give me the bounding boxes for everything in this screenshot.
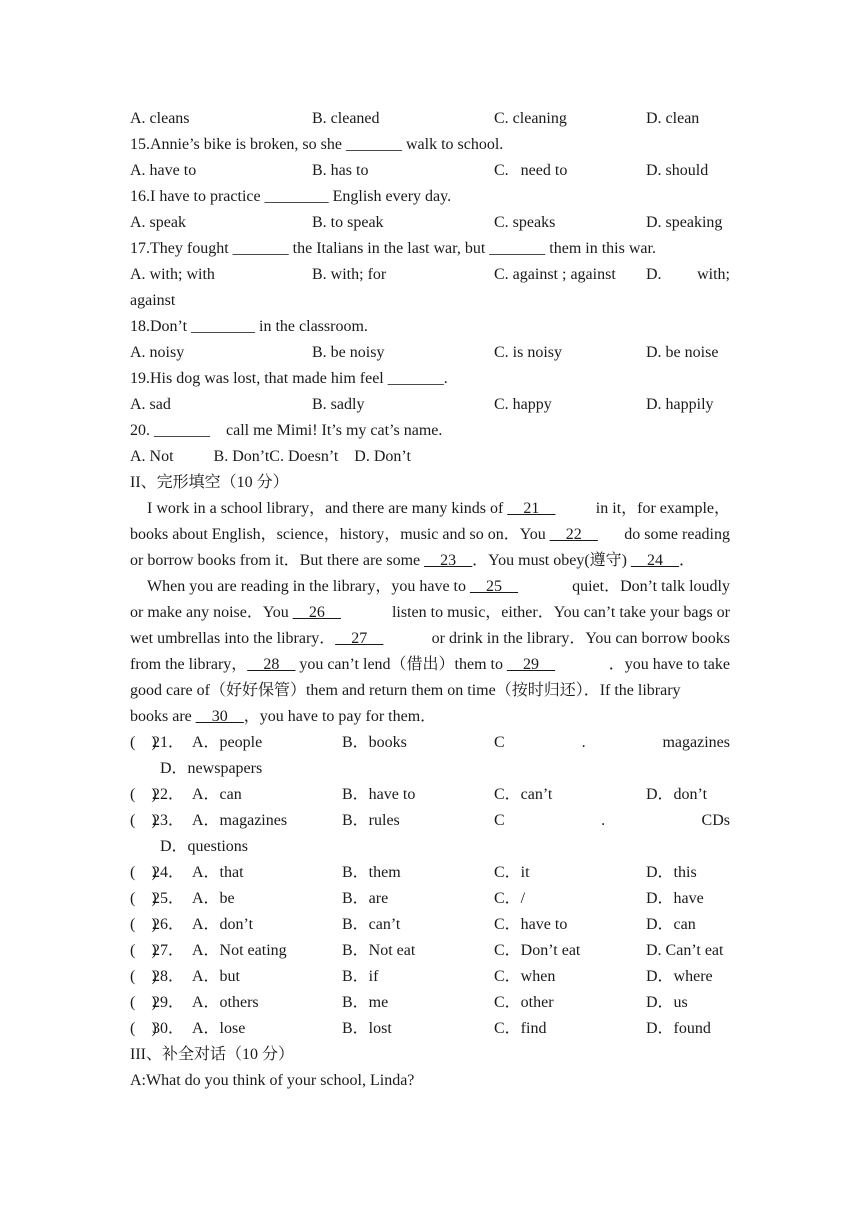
option-b: B．lost [342, 1020, 392, 1037]
option-d: D．don’t [646, 786, 708, 803]
cloze-row-24 [130, 860, 730, 886]
option-d: D．found [646, 1020, 711, 1037]
option-d-wrapped: D．questions [160, 838, 249, 855]
option-d-letter: D. [646, 266, 662, 283]
question-number: 23． [152, 812, 185, 829]
option-b: B. to speak [312, 214, 384, 231]
passage-text: or drink in the library．You can borrow books [431, 630, 730, 647]
passage-line [130, 600, 730, 626]
option-a: A．Not eating [192, 942, 287, 959]
passage-text: you can’t lend（借出）them to [295, 656, 507, 673]
option-d: D. happily [646, 396, 714, 413]
option-c-dot: . [581, 734, 586, 751]
passage-line [130, 574, 730, 600]
passage-text: quiet．Don’t talk loudly [572, 578, 730, 595]
blank-25: __25__ [470, 578, 519, 595]
blank-22: __22__ [549, 526, 598, 543]
cloze-row-23 [130, 808, 730, 834]
passage-line [130, 496, 730, 522]
cloze-row-28 [130, 964, 730, 990]
q16-stem: 16.I have to practice ________ English every day. [130, 188, 452, 205]
option-a: A. noisy [130, 344, 185, 361]
option-b: B. with; for [312, 266, 387, 283]
option-c-text: CDs [701, 812, 730, 829]
option-a: A．magazines [192, 812, 288, 829]
q20-stem: 20. _______ call me Mimi! It’s my cat’s name. [130, 422, 443, 439]
passage-text: ，you have to pay for them． [243, 708, 437, 725]
blank-27: __27__ [335, 630, 384, 647]
option-a: A. sad [130, 396, 171, 413]
option-a: A. cleans [130, 110, 190, 127]
section-2-heading: II、完形填空（10 分） [130, 474, 289, 491]
passage-text: wet umbrellas into the library． [130, 630, 336, 647]
passage-line: good care of（好好保管）them and return them on time（按时归还）．If the library [130, 682, 681, 699]
option-c [494, 730, 730, 756]
option-b: B．Not eat [342, 942, 416, 959]
option-c: C．/ [494, 890, 526, 907]
answer-paren: ( ) [130, 994, 157, 1011]
q20-options: A. Not B. Don’tC. Doesn’t D. Don’t [130, 448, 411, 465]
option-b: B．have to [342, 786, 416, 803]
passage-text: I work in a school library，and there are many kinds of [147, 500, 508, 517]
option-c-dot: . [601, 812, 606, 829]
answer-paren: ( ) [130, 734, 157, 751]
question-number: 25． [152, 890, 185, 907]
q15-options [130, 158, 730, 184]
cloze-row-29 [130, 990, 730, 1016]
question-number: 24． [152, 864, 185, 881]
option-a: A. speak [130, 214, 186, 231]
option-a: A. with; with [130, 266, 215, 283]
option-b: B. be noisy [312, 344, 385, 361]
option-b: B．rules [342, 812, 400, 829]
option-b: B．are [342, 890, 389, 907]
option-d-text: with; [697, 266, 730, 283]
passage-text: books about English，science，history，music and so on．You [130, 526, 550, 543]
option-c: C．Don’t eat [494, 942, 581, 959]
option-d: D．this [646, 864, 697, 881]
option-c: C. happy [494, 396, 552, 413]
option-d: D. clean [646, 110, 700, 127]
option-c-letter: C [494, 734, 505, 751]
option-c: C. against ; against [494, 266, 616, 283]
passage-text: or make any noise．You [130, 604, 293, 621]
answer-paren: ( ) [130, 916, 157, 933]
q18-stem: 18.Don’t ________ in the classroom. [130, 318, 368, 335]
q17-options [130, 262, 730, 288]
option-a: A. have to [130, 162, 197, 179]
option-c-letter: C [494, 812, 505, 829]
option-c: C．find [494, 1020, 547, 1037]
q14-options [130, 106, 730, 132]
option-d: D. should [646, 162, 709, 179]
section-3-heading: III、补全对话（10 分） [130, 1046, 294, 1063]
q17-option-wrap: against [130, 292, 176, 309]
question-number: 21． [152, 734, 185, 751]
option-a: A．others [192, 994, 259, 1011]
option-a: A．but [192, 968, 241, 985]
answer-paren: ( ) [130, 812, 157, 829]
cloze-row-26 [130, 912, 730, 938]
option-a: A．can [192, 786, 242, 803]
answer-paren: ( ) [130, 1020, 157, 1037]
cloze-row-25 [130, 886, 730, 912]
dialogue-line: A:What do you think of your school, Linda? [130, 1072, 415, 1089]
option-c: C．it [494, 864, 530, 881]
option-b: B. sadly [312, 396, 365, 413]
option-a: A．be [192, 890, 235, 907]
q17-stem: 17.They fought _______ the Italians in the last war, but _______ them in this war. [130, 240, 656, 257]
option-b: B．them [342, 864, 401, 881]
passage-line [130, 522, 730, 548]
question-number: 28． [152, 968, 185, 985]
option-c: C．when [494, 968, 556, 985]
option-d: D. be noise [646, 344, 719, 361]
passage-text: in it，for example， [595, 500, 730, 517]
blank-28: __28__ [247, 656, 296, 673]
option-c: C．have to [494, 916, 568, 933]
question-number: 27． [152, 942, 185, 959]
option-d: D．have [646, 890, 704, 907]
cloze-row-30 [130, 1016, 730, 1042]
option-b: B. has to [312, 162, 369, 179]
option-c: C．other [494, 994, 554, 1011]
option-c-text: magazines [662, 734, 730, 751]
passage-line [130, 548, 730, 574]
option-a: A．lose [192, 1020, 246, 1037]
option-d: D. speaking [646, 214, 723, 231]
passage-text: When you are reading in the library，you have to [147, 578, 471, 595]
answer-paren: ( ) [130, 864, 157, 881]
blank-26: __26__ [292, 604, 341, 621]
option-c: C．can’t [494, 786, 553, 803]
answer-paren: ( ) [130, 786, 157, 803]
exam-page [130, 106, 730, 1094]
q19-stem: 19.His dog was lost, that made him feel _______. [130, 370, 448, 387]
answer-paren: ( ) [130, 968, 157, 985]
passage-text: or borrow books from it．But there are some [130, 552, 425, 569]
cloze-row-27 [130, 938, 730, 964]
passage-text: ．You must obey(遵守) [472, 552, 632, 569]
passage-text: ． [679, 552, 696, 569]
option-b: B. cleaned [312, 110, 380, 127]
option-a: A．don’t [192, 916, 254, 933]
option-c: C. cleaning [494, 110, 567, 127]
question-number: 22． [152, 786, 185, 803]
passage-text: ．you have to take [608, 656, 730, 673]
option-c: C. is noisy [494, 344, 563, 361]
passage-text: listen to music，either．You can’t take your bags or [391, 604, 730, 621]
q19-options [130, 392, 730, 418]
blank-21: __21__ [507, 500, 556, 517]
answer-paren: ( ) [130, 942, 157, 959]
question-number: 30． [152, 1020, 185, 1037]
question-number: 29． [152, 994, 185, 1011]
question-number: 26． [152, 916, 185, 933]
passage-line [130, 626, 730, 652]
passage-line [130, 652, 730, 678]
passage-text: do some reading [624, 526, 730, 543]
passage-text: from the library， [130, 656, 248, 673]
q15-stem: 15.Annie’s bike is broken, so she _______ walk to school. [130, 136, 504, 153]
q18-options [130, 340, 730, 366]
option-a: A．that [192, 864, 244, 881]
blank-30: __30__ [195, 708, 244, 725]
blank-29: __29__ [507, 656, 555, 673]
blank-23: __23__ [424, 552, 473, 569]
cloze-row-22 [130, 782, 730, 808]
option-b: B．me [342, 994, 389, 1011]
cloze-row-21 [130, 730, 730, 756]
passage-text: books are [130, 708, 196, 725]
option-a: A．people [192, 734, 263, 751]
option-d: D．us [646, 994, 688, 1011]
option-b: B．books [342, 734, 407, 751]
option-d: D．where [646, 968, 713, 985]
q16-options [130, 210, 730, 236]
option-c: C. speaks [494, 214, 556, 231]
option-c: C. need to [494, 162, 568, 179]
option-d: D. Can’t eat [646, 942, 724, 959]
option-b: B．if [342, 968, 379, 985]
option-b: B．can’t [342, 916, 401, 933]
option-d: D．can [646, 916, 696, 933]
passage-line [130, 704, 730, 730]
option-c [494, 808, 730, 834]
option-d-wrapped: D．newspapers [160, 760, 263, 777]
answer-paren: ( ) [130, 890, 157, 907]
blank-24: __24__ [631, 552, 680, 569]
